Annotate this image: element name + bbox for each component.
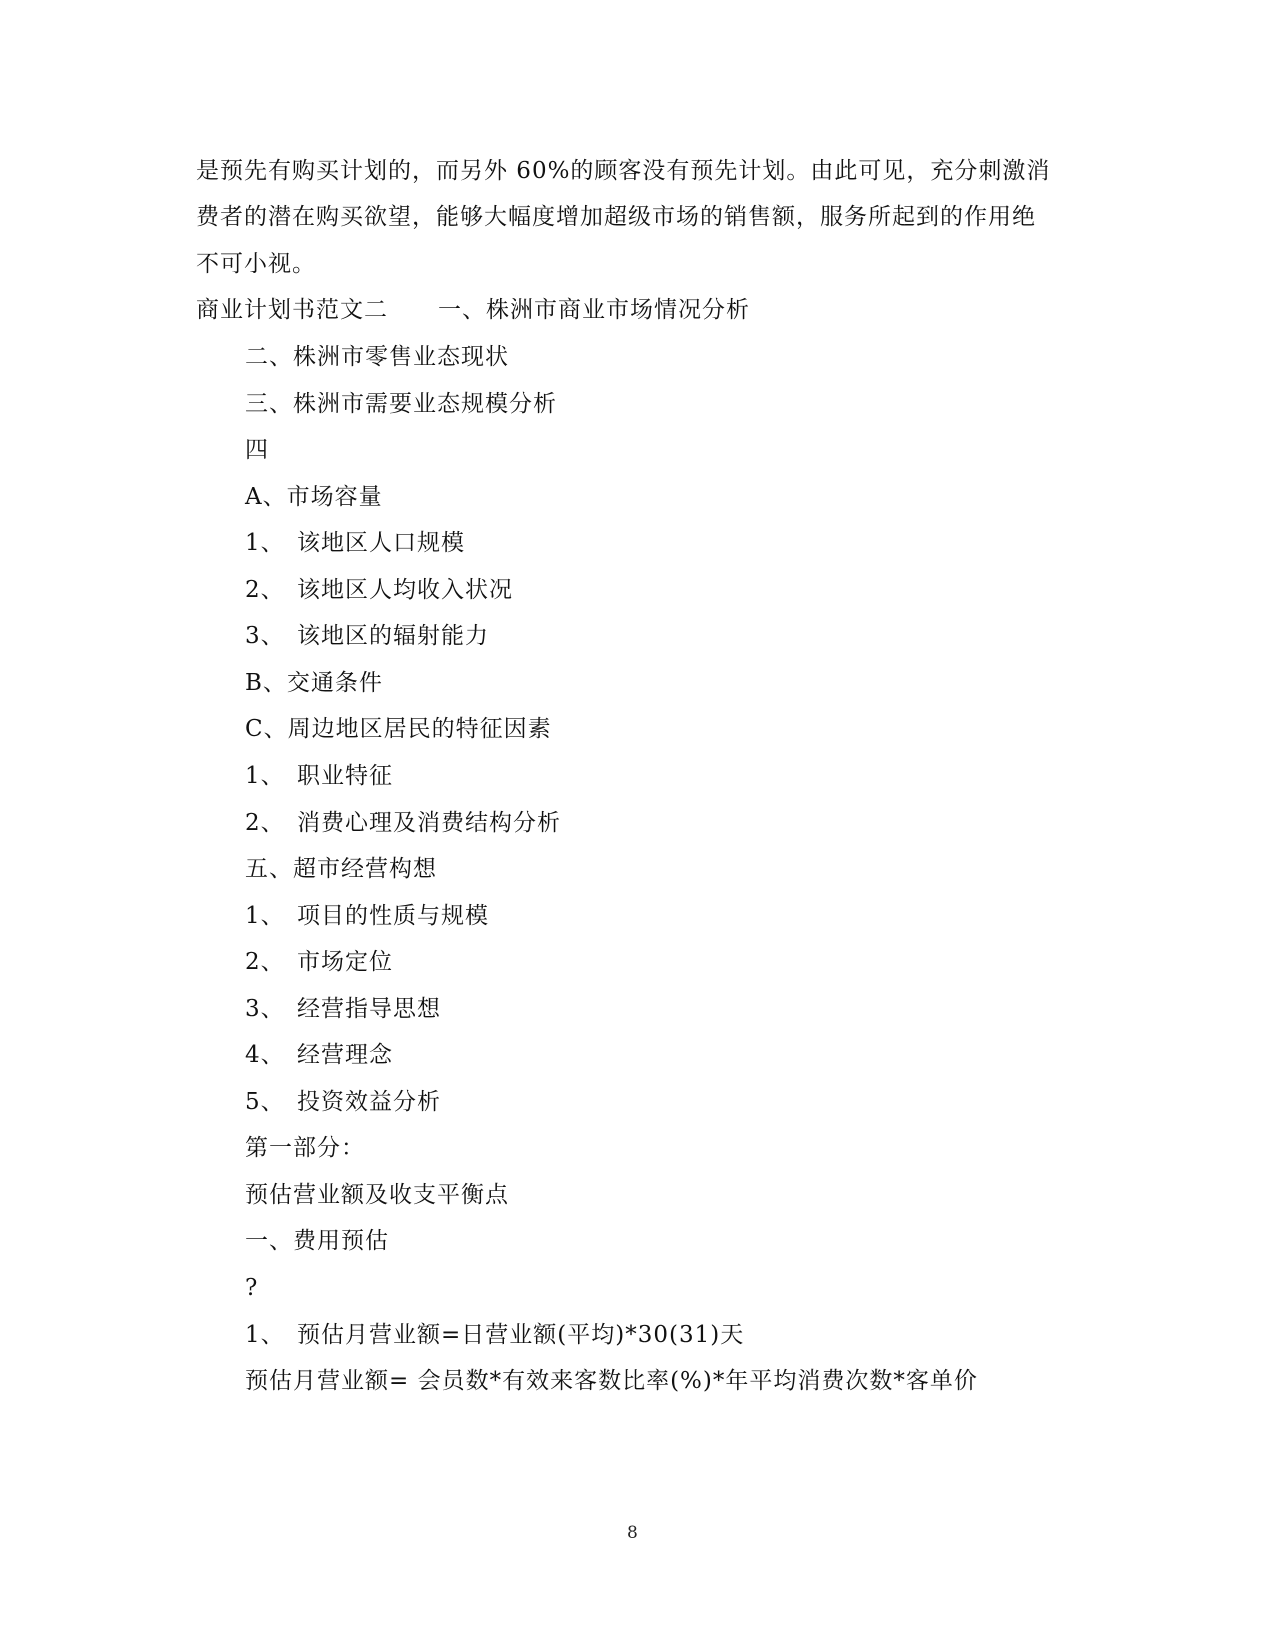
list-item-text: 二、株洲市零售业态现状 <box>245 344 509 370</box>
list-item-number: 1、 <box>245 530 285 556</box>
list-item <box>245 808 561 838</box>
list-item <box>245 1226 389 1256</box>
list-item-text: 第一部分： <box>245 1135 365 1161</box>
list-item-number: 1、 <box>245 903 285 929</box>
list-item-text: 该地区人均收入状况 <box>297 577 513 603</box>
list-item-number: 5、 <box>245 1089 285 1115</box>
list-item <box>245 1087 441 1117</box>
list-item-text: C、周边地区居民的特征因素 <box>245 716 552 742</box>
list-item <box>245 761 393 791</box>
list-item <box>245 435 269 465</box>
list-item-text: 消费心理及消费结构分析 <box>297 810 561 836</box>
list-item-text: 五、超市经营构想 <box>245 856 437 882</box>
list-item <box>245 575 513 605</box>
page-number: 8 <box>627 1523 638 1543</box>
list-item-number: 2、 <box>245 810 285 836</box>
list-item <box>245 994 441 1024</box>
section-title: 商业计划书范文二 <box>196 297 388 323</box>
list-item <box>245 1320 744 1350</box>
section-heading-row <box>196 295 750 325</box>
list-item <box>245 528 465 558</box>
list-item-text: 项目的性质与规模 <box>297 903 489 929</box>
list-item-number: 2、 <box>245 577 285 603</box>
list-item-text: 预估月营业额= 会员数*有效来客数比率(%)*年平均消费次数*客单价 <box>245 1368 978 1394</box>
list-item <box>245 1180 509 1210</box>
list-item <box>245 714 552 744</box>
list-item <box>245 342 509 372</box>
list-item <box>245 482 383 512</box>
list-item-number: 3、 <box>245 623 285 649</box>
list-item-number: 3、 <box>245 996 285 1022</box>
list-item-number: 2、 <box>245 949 285 975</box>
list-item <box>245 389 557 419</box>
list-item-text: B、交通条件 <box>245 670 383 696</box>
list-item-text: A、市场容量 <box>245 484 383 510</box>
list-item-text: 三、株洲市需要业态规模分析 <box>245 391 557 417</box>
list-item <box>245 621 489 651</box>
list-item-text: 预估营业额及收支平衡点 <box>245 1182 509 1208</box>
list-item <box>245 947 393 977</box>
list-item-text: 投资效益分析 <box>297 1089 441 1115</box>
paragraph-line-1: 是预先有购买计划的，而另外 60%的顾客没有预先计划。由此可见，充分刺激消 <box>196 158 1051 184</box>
list-item-text: 该地区人口规模 <box>297 530 465 556</box>
list-item-text: 预估月营业额=日营业额(平均)*30(31)天 <box>297 1322 745 1348</box>
list-item <box>245 1366 978 1396</box>
list-item-text: 该地区的辐射能力 <box>297 623 489 649</box>
list-item-text: 一、费用预估 <box>245 1228 389 1254</box>
list-item <box>245 668 383 698</box>
list-item <box>245 854 437 884</box>
list-item-text: 经营指导思想 <box>297 996 441 1022</box>
list-item <box>245 1040 393 1070</box>
list-item-number: 1、 <box>245 1322 285 1348</box>
section-first-item: 一、株洲市商业市场情况分析 <box>438 297 750 323</box>
list-item-text: 市场定位 <box>297 949 393 975</box>
list-item-text: 四 <box>245 437 269 463</box>
list-item-text: 职业特征 <box>297 763 393 789</box>
list-item <box>245 1273 258 1303</box>
paragraph-line-3: 不可小视。 <box>196 251 316 277</box>
list-item <box>245 901 489 931</box>
list-item-text: 经营理念 <box>297 1042 393 1068</box>
list-item-number: 4、 <box>245 1042 285 1068</box>
list-item-text: ? <box>245 1275 259 1301</box>
paragraph-line-2: 费者的潜在购买欲望，能够大幅度增加超级市场的销售额，服务所起到的作用绝 <box>196 204 1036 230</box>
list-item <box>245 1133 365 1163</box>
list-item-number: 1、 <box>245 763 285 789</box>
